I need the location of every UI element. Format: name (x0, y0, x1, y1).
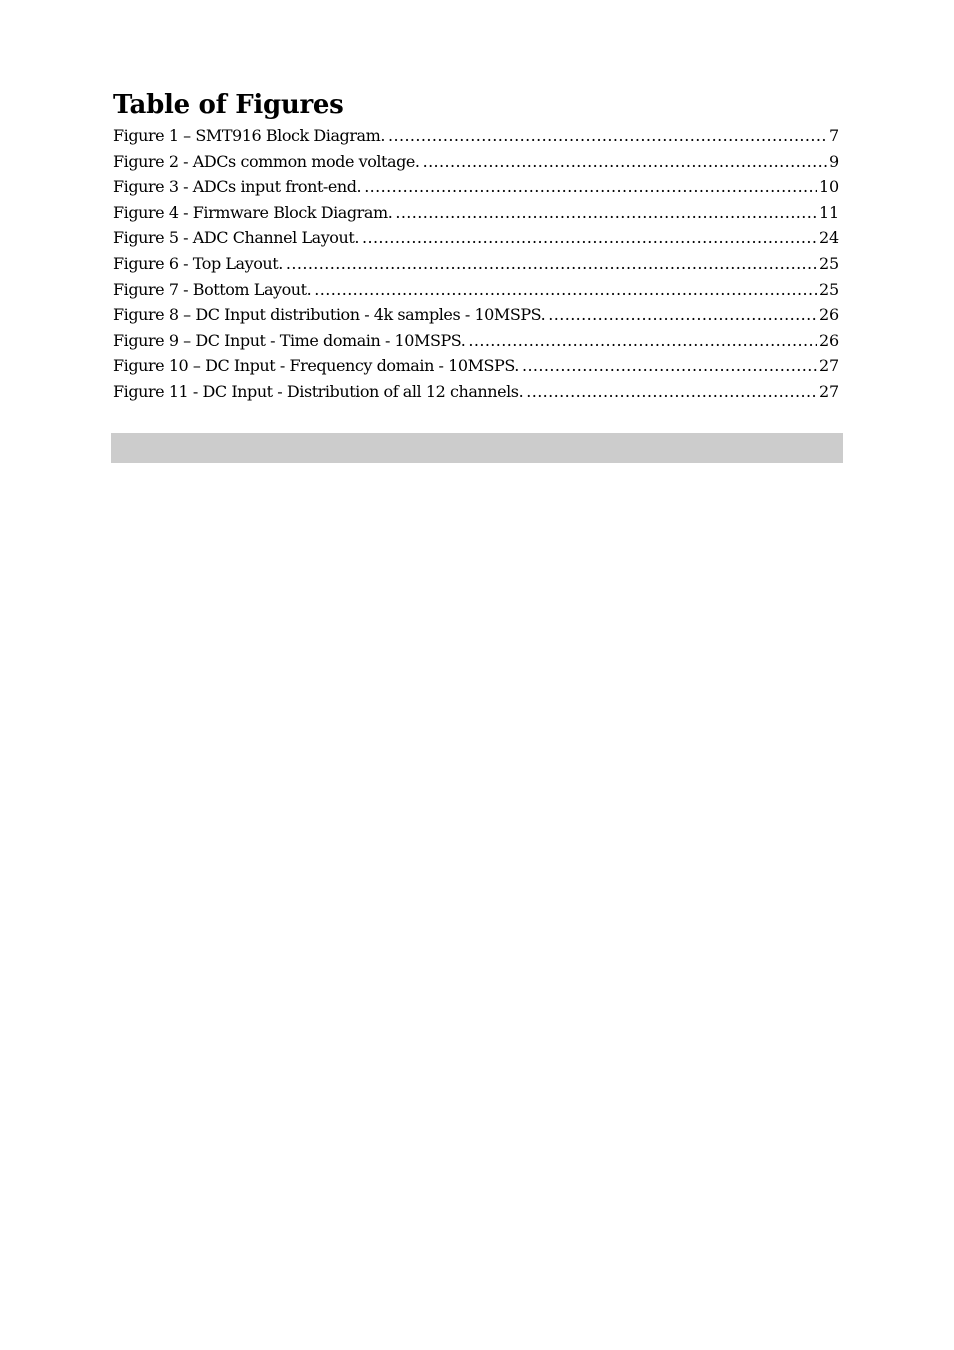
toc-entry[interactable] (113, 225, 839, 251)
toc-entry[interactable] (113, 302, 839, 328)
toc-entry[interactable] (113, 251, 839, 277)
toc-entry-page: 25 (819, 253, 839, 273)
toc-entry-page: 9 (829, 151, 839, 171)
table-of-figures-list (113, 123, 839, 405)
dot-leader (526, 379, 817, 405)
toc-entry-label: Figure 7 - Bottom Layout. (113, 279, 312, 299)
toc-entry[interactable] (113, 174, 839, 200)
dot-leader (362, 225, 817, 251)
toc-entry-page: 27 (819, 356, 839, 376)
dot-leader (286, 251, 817, 277)
toc-entry-page: 27 (819, 381, 839, 401)
toc-entry[interactable] (113, 277, 839, 303)
toc-entry[interactable] (113, 328, 839, 354)
dot-leader (468, 328, 817, 354)
toc-entry-page: 26 (819, 305, 839, 325)
toc-entry-label: Figure 1 – SMT916 Block Diagram. (113, 126, 385, 145)
toc-entry-label: Figure 11 - DC Input - Distribution of all 12 channels. (113, 381, 524, 401)
toc-entry-page: 24 (819, 228, 839, 248)
toc-entry-page: 7 (829, 126, 839, 145)
toc-entry[interactable] (113, 379, 839, 405)
dot-leader (548, 302, 817, 328)
toc-entry-label: Figure 4 - Firmware Block Diagram. (113, 202, 393, 222)
toc-entry[interactable] (113, 353, 839, 379)
toc-entry-page: 11 (819, 202, 839, 222)
toc-entry-label: Figure 5 - ADC Channel Layout. (113, 228, 359, 248)
dot-leader (522, 353, 817, 379)
toc-entry-label: Figure 8 – DC Input distribution - 4k samples - 10MSPS. (113, 305, 546, 325)
toc-entry-label: Figure 2 - ADCs common mode voltage. (113, 151, 420, 171)
toc-entry-label: Figure 10 – DC Input - Frequency domain - 10MSPS. (113, 356, 519, 376)
toc-entry[interactable] (113, 123, 839, 149)
dot-leader (314, 277, 817, 303)
section-separator-bar (111, 433, 843, 463)
toc-entry-label: Figure 3 - ADCs input front-end. (113, 177, 362, 197)
toc-entry[interactable] (113, 149, 839, 175)
dot-leader (388, 123, 827, 149)
dot-leader (395, 200, 817, 226)
dot-leader (364, 174, 817, 200)
toc-entry-label: Figure 6 - Top Layout. (113, 253, 283, 273)
toc-entry[interactable] (113, 200, 839, 226)
dot-leader (423, 149, 827, 175)
toc-entry-page: 10 (819, 177, 839, 197)
toc-entry-page: 25 (819, 279, 839, 299)
toc-title: Table of Figures (113, 90, 344, 120)
toc-entry-label: Figure 9 – DC Input - Time domain - 10MSPS. (113, 330, 466, 350)
toc-entry-page: 26 (819, 330, 839, 350)
